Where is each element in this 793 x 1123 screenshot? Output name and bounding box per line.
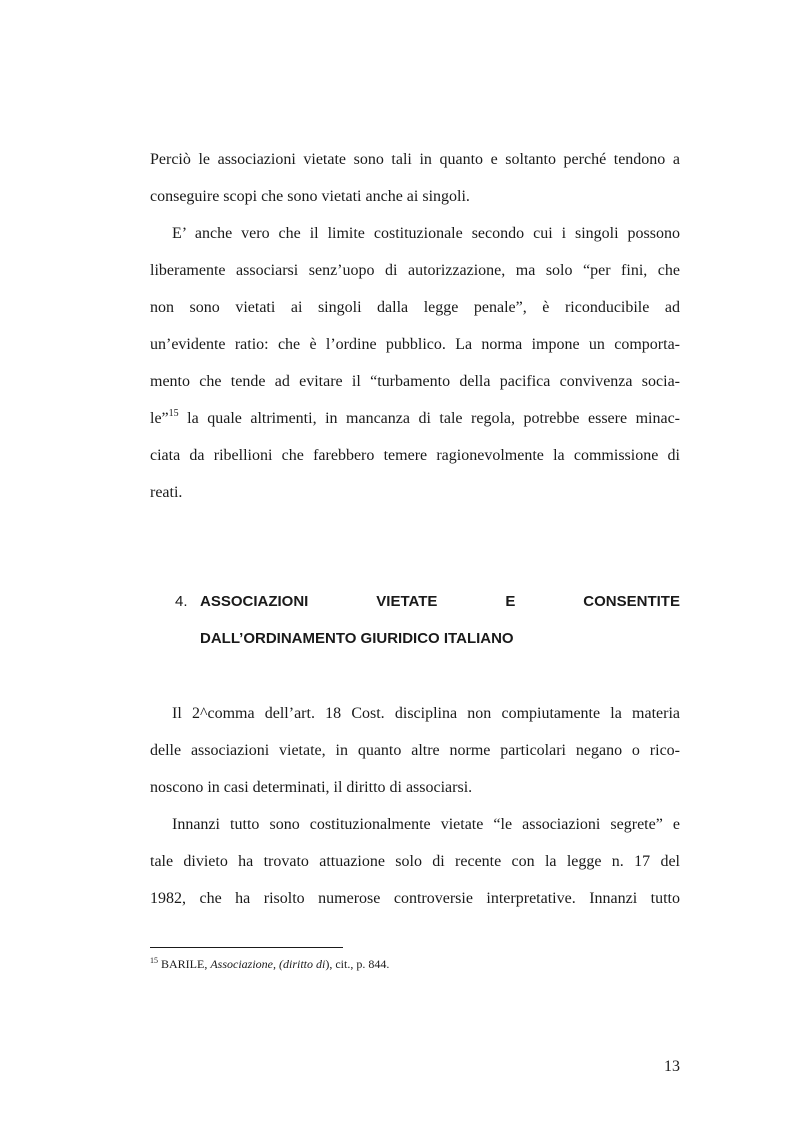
footnote-separator — [150, 947, 343, 948]
text-line: un’evidente ratio: che è l’ordine pubblico. La norma impone un comporta- — [150, 336, 680, 353]
page-number: 13 — [664, 1058, 680, 1075]
footnote-reference[interactable]: 15 — [168, 408, 179, 419]
text-line: 1982, che ha risolto numerose controversie interpretative. Innanzi tutto — [150, 890, 680, 907]
text-line: delle associazioni vietate, in quanto altre norme particolari negano o rico- — [150, 742, 680, 759]
text-line: noscono in casi determinati, il diritto di associarsi. — [150, 779, 473, 796]
text-fragment: le” — [150, 410, 169, 427]
heading-word: VIETATE — [376, 593, 438, 610]
section-number: 4. — [175, 593, 188, 610]
text-line: non sono vietati ai singoli dalla legge penale”, è riconducibile ad — [150, 299, 680, 316]
heading-word: ASSOCIAZIONI — [200, 593, 309, 610]
text-line-with-footnote-ref — [150, 409, 680, 429]
text-line: conseguire scopi che sono vietati anche ai singoli. — [150, 188, 470, 205]
footnote — [150, 956, 389, 972]
text-line: liberamente associarsi senz’uopo di autorizzazione, ma solo “per fini, che — [150, 262, 680, 279]
text-line: Il 2^comma dell’art. 18 Cost. disciplina non compiutamente la materia — [172, 705, 680, 722]
footnote-title: Associazione, (diritto di — [210, 957, 326, 971]
text-line: tale divieto ha trovato attuazione solo di recente con la legge n. 17 del — [150, 853, 680, 870]
text-line: mento che tende ad evitare il “turbamento della pacifica convivenza socia- — [150, 373, 680, 390]
text-line: reati. — [150, 484, 183, 501]
text-line: ciata da ribellioni che farebbero temere ragionevolmente la commissione di — [150, 447, 680, 464]
footnote-citation: ), cit., p. 844. — [325, 957, 390, 971]
footnote-marker: 15 — [150, 956, 158, 965]
text-line: Innanzi tutto sono costituzionalmente vietate “le associazioni segrete” e — [172, 816, 680, 833]
footnote-author: BARILE, — [158, 957, 211, 971]
text-line: Perciò le associazioni vietate sono tali in quanto e soltanto perché tendono a — [150, 151, 680, 168]
section-heading-line2: DALL’ORDINAMENTO GIURIDICO ITALIANO — [200, 630, 514, 647]
section-heading-line1 — [200, 592, 680, 612]
text-fragment: la quale altrimenti, in mancanza di tale regola, potrebbe essere minac- — [178, 410, 680, 427]
heading-word: CONSENTITE — [583, 593, 680, 610]
heading-word: E — [505, 593, 516, 610]
text-line: E’ anche vero che il limite costituzionale secondo cui i singoli possono — [172, 225, 680, 242]
